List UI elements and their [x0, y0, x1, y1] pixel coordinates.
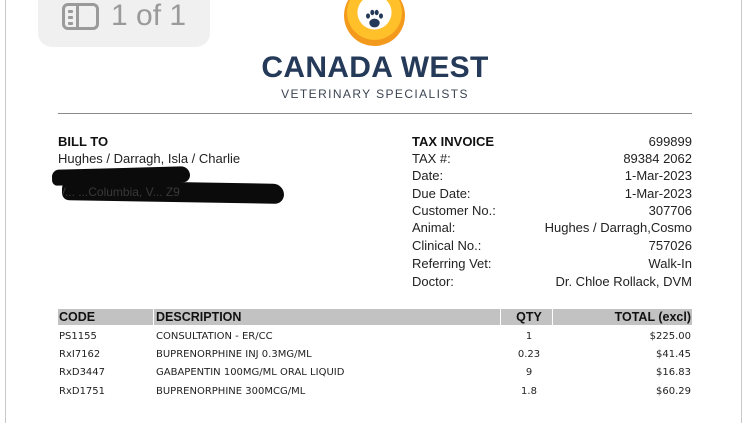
detail-label-clinical-no: Clinical No.: [412, 238, 482, 253]
detail-value-tax: 89384 2062 [623, 151, 692, 166]
line-item-row [58, 383, 692, 400]
column-header-qty: QTY [516, 310, 542, 324]
detail-label-customer-no: Customer No.: [412, 203, 496, 218]
line-item-description: GABAPENTIN 100MG/ML ORAL LIQUID [156, 367, 345, 378]
page-count-label: 1 of 1 [111, 0, 187, 32]
invoice-heading: TAX INVOICE [412, 134, 495, 149]
detail-value-date: 1-Mar-2023 [624, 168, 692, 183]
redacted-address-text: V... ...Columbia, V... Z9 [58, 185, 180, 199]
line-items-header [58, 309, 692, 325]
line-item-description: BUPRENORPHINE INJ 0.3MG/ML [156, 349, 312, 360]
line-item-qty: 1.8 [521, 386, 537, 397]
line-item-total: $225.00 [649, 331, 691, 342]
line-item-description: BUPRENORPHINE 300MCG/ML [156, 386, 306, 397]
line-item-code: RxD1751 [59, 386, 106, 397]
detail-value-doctor: Dr. Chloe Rollack, DVM [555, 274, 692, 289]
line-item-qty: 1 [525, 331, 533, 342]
detail-value-referring-vet: Walk-In [648, 256, 692, 271]
detail-label-doctor: Doctor: [412, 274, 454, 289]
detail-value-due-date: 1-Mar-2023 [624, 186, 692, 201]
detail-label-due-date: Due Date: [412, 186, 471, 201]
line-item-row [58, 346, 692, 363]
line-item-code: RxI7162 [59, 349, 101, 360]
invoice-number: 699899 [648, 134, 692, 149]
line-item-description: CONSULTATION - ER/CC [156, 331, 273, 342]
detail-label-animal: Animal: [412, 220, 456, 235]
line-item-qty: 9 [525, 367, 533, 378]
detail-value-animal: Hughes / Darragh,Cosmo [544, 220, 692, 235]
logo-badge [344, 0, 405, 46]
line-item-total: $60.29 [656, 386, 691, 397]
line-item-code: RxD3447 [59, 367, 106, 378]
detail-value-clinical-no: 757026 [648, 238, 692, 253]
column-header-total: TOTAL (excl) [614, 310, 691, 324]
line-item-total: $41.45 [656, 349, 691, 360]
bill-to-name: Hughes / Darragh, Isla / Charlie [58, 151, 241, 166]
line-item-row [58, 364, 692, 381]
bill-to-heading: BILL TO [58, 134, 109, 149]
column-header-code: CODE [59, 310, 96, 324]
line-item-total: $16.83 [656, 367, 691, 378]
line-item-qty: 0.23 [517, 349, 541, 360]
line-item-code: PS1155 [59, 331, 97, 342]
logo-wordmark: CANADA WEST [261, 51, 489, 84]
sidebar-toggle-icon[interactable] [62, 3, 99, 30]
column-header-description: DESCRIPTION [156, 310, 242, 324]
detail-value-customer-no: 307706 [648, 203, 692, 218]
page-indicator[interactable] [38, 0, 210, 47]
header-divider [58, 113, 692, 114]
detail-label-date: Date: [412, 168, 444, 183]
page-edge-left [5, 0, 6, 423]
logo-tagline: VETERINARY SPECIALISTS [281, 87, 469, 101]
paw-print-icon [344, 0, 405, 46]
line-item-row [58, 328, 692, 345]
detail-label-tax: TAX #: [412, 151, 451, 166]
detail-label-referring-vet: Referring Vet: [412, 256, 492, 271]
page-edge-right [741, 0, 742, 423]
redacted-address [50, 166, 286, 204]
